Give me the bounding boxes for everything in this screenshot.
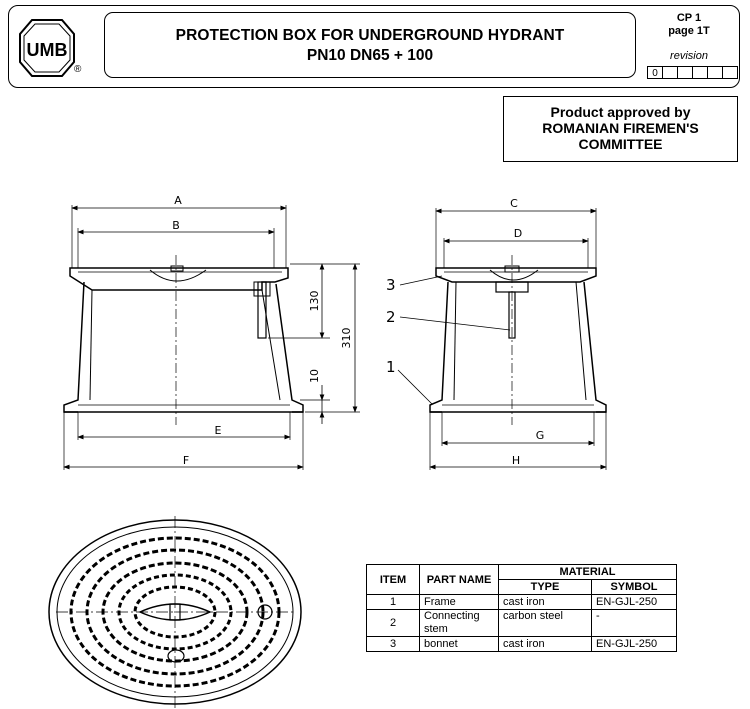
callout-1: 1	[386, 358, 396, 376]
front-view	[64, 205, 360, 470]
revision-cell	[707, 66, 723, 79]
dim-label-B: B	[172, 219, 180, 232]
col-material: MATERIAL	[499, 565, 677, 580]
cell-symbol: -	[592, 610, 677, 637]
cell-type: cast iron	[499, 637, 592, 652]
page-number: page 1T	[668, 25, 710, 37]
dim-label-10: 10	[308, 369, 321, 383]
dim-label-G: G	[535, 429, 545, 442]
cell-symbol: EN-GJL-250	[592, 637, 677, 652]
cell-name: Frame	[420, 595, 499, 610]
title-line1: PROTECTION BOX FOR UNDERGROUND HYDRANT	[175, 27, 565, 44]
dim-label-F: F	[182, 454, 190, 467]
cell-name: bonnet	[420, 637, 499, 652]
dim-label-A: A	[174, 194, 182, 207]
registered-mark: ®	[74, 64, 82, 75]
dim-label-130: 130	[308, 290, 321, 312]
callout-2: 2	[386, 308, 396, 326]
dim-label-C: C	[510, 197, 518, 210]
revision-cell	[692, 66, 708, 79]
cell-item: 3	[367, 637, 420, 652]
side-view	[398, 208, 606, 470]
approval-box	[503, 96, 738, 162]
top-view	[49, 516, 301, 709]
revision-cell	[662, 66, 678, 79]
title-box	[104, 12, 636, 78]
revision-cell	[677, 66, 693, 79]
callout-3: 3	[386, 276, 396, 294]
cell-symbol: EN-GJL-250	[592, 595, 677, 610]
approval-line3: COMMITTEE	[578, 136, 663, 152]
cell-type: cast iron	[499, 595, 592, 610]
col-type: TYPE	[499, 580, 592, 595]
dim-label-E: E	[214, 424, 222, 437]
logo-text: UMB	[26, 40, 68, 60]
approval-line1: Product approved by	[550, 104, 691, 120]
umb-logo	[18, 18, 76, 78]
table-row	[367, 595, 677, 610]
cell-item: 1	[367, 595, 420, 610]
revision-label: revision	[670, 50, 708, 62]
col-item: ITEM	[367, 565, 420, 595]
table-row	[367, 637, 677, 652]
dim-label-H: H	[511, 454, 521, 467]
doc-code	[645, 12, 733, 38]
revision-cell	[722, 66, 738, 79]
table-row	[367, 610, 677, 637]
doc-code-text: CP 1	[676, 12, 702, 24]
col-symbol: SYMBOL	[592, 580, 677, 595]
cell-type: carbon steel	[499, 610, 592, 637]
dim-label-310: 310	[340, 327, 353, 349]
cell-item: 2	[367, 610, 420, 637]
parts-table	[366, 564, 677, 652]
approval-line2: ROMANIAN FIREMEN'S	[542, 120, 699, 136]
revision-cell: 0	[647, 66, 663, 79]
title-line2: PN10 DN65 + 100	[306, 47, 434, 64]
revision-cells	[648, 66, 738, 80]
dim-label-D: D	[513, 227, 523, 240]
col-part-name: PART NAME	[420, 565, 499, 595]
cell-name: Connecting stem	[420, 610, 499, 637]
